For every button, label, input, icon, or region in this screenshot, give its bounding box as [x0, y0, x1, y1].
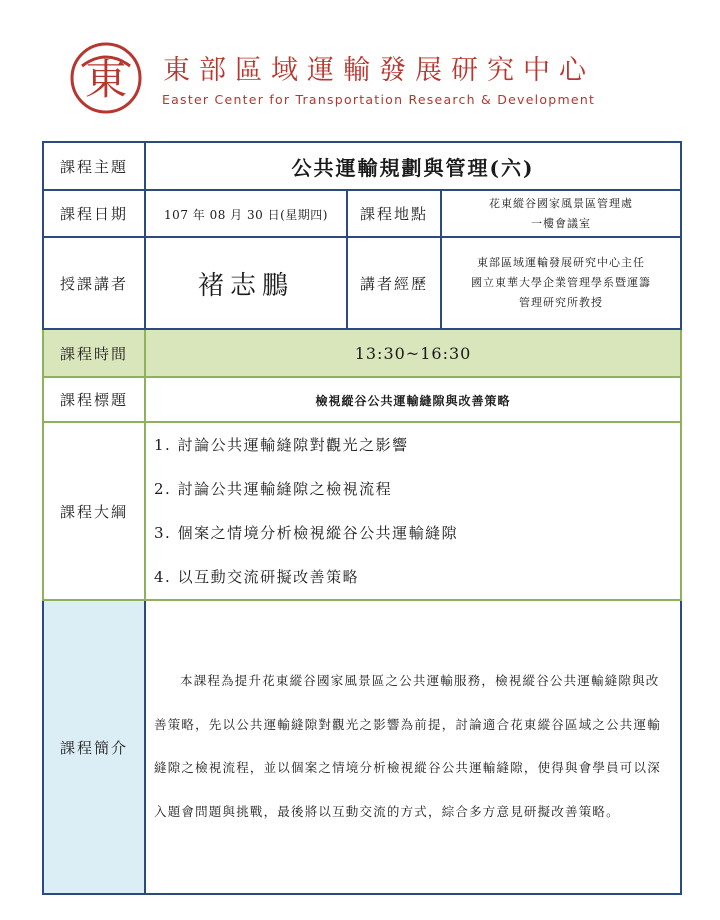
row-outline: [43, 422, 681, 600]
lecturer-name: 褚志鵬: [197, 270, 294, 301]
outline-item: 2. 討論公共運輸縫隙之檢視流程: [154, 480, 393, 498]
intro-label: 課程簡介: [43, 600, 145, 894]
topic-label: 課程主題: [43, 142, 145, 190]
outline-item: 4. 以互動交流研擬改善策略: [154, 568, 360, 586]
row-topic: [43, 142, 681, 190]
location-label: 課程地點: [347, 190, 441, 237]
course-table: [42, 141, 682, 895]
lecturer-label: 授課講者: [43, 237, 145, 329]
course-topic: 公共運輸規劃與管理(六): [291, 155, 535, 180]
date-label: 課程日期: [43, 190, 145, 237]
course-location: [441, 190, 681, 237]
experience-line: 管理研究所教授: [519, 296, 603, 309]
outline-list: [146, 423, 680, 599]
row-date: [43, 190, 681, 237]
row-intro: [43, 600, 681, 894]
experience-line: 東部區域運輸發展研究中心主任: [477, 256, 645, 269]
logo-char: 東: [84, 55, 128, 104]
location-line: 花東縱谷國家風景區管理處: [489, 196, 633, 210]
row-subject: [43, 377, 681, 422]
outline-label: 課程大綱: [43, 422, 145, 600]
experience-label: 講者經歷: [347, 237, 441, 329]
row-lecturer: [43, 237, 681, 329]
time-label: 課程時間: [43, 329, 145, 377]
location-line: 一樓會議室: [531, 216, 591, 230]
course-date: 107 年 08 月 30 日(星期四): [164, 208, 328, 222]
course-intro: 本課程為提升花東縱谷國家風景區之公共運輸服務，檢視縱谷公共運輸縫隙與改善策略，先以公共運輸縫隙對觀光之影響為前提，討論適合花東縱谷區域之公共運輸縫隙之檢視流程，並以個案之情境分析檢視縱谷公共運輸縫隙，使得與會學員可以深入題會問題與挑戰，最後將以互動交流的方式，綜合多方意見研擬改善策略。: [154, 673, 661, 819]
outline-item: 3. 個案之情境分析檢視縱谷公共運輸縫隙: [154, 524, 459, 542]
course-time: 13:30~16:30: [354, 343, 472, 363]
center-logo-icon: [66, 38, 146, 118]
header: [0, 0, 720, 135]
outline-item: 1. 討論公共運輸縫隙對觀光之影響: [154, 436, 409, 454]
subject-label: 課程標題: [43, 377, 145, 422]
experience-line: 國立東華大學企業管理學系暨運籌: [471, 276, 651, 289]
course-subject: 檢視縱谷公共運輸縫隙與改善策略: [315, 394, 511, 408]
row-time: [43, 329, 681, 377]
lecturer-experience: [441, 237, 681, 329]
org-name-cn: 東部區域運輸發展研究中心: [163, 55, 595, 86]
org-name-en: Easter Center for Transportation Research & Development: [162, 92, 596, 107]
